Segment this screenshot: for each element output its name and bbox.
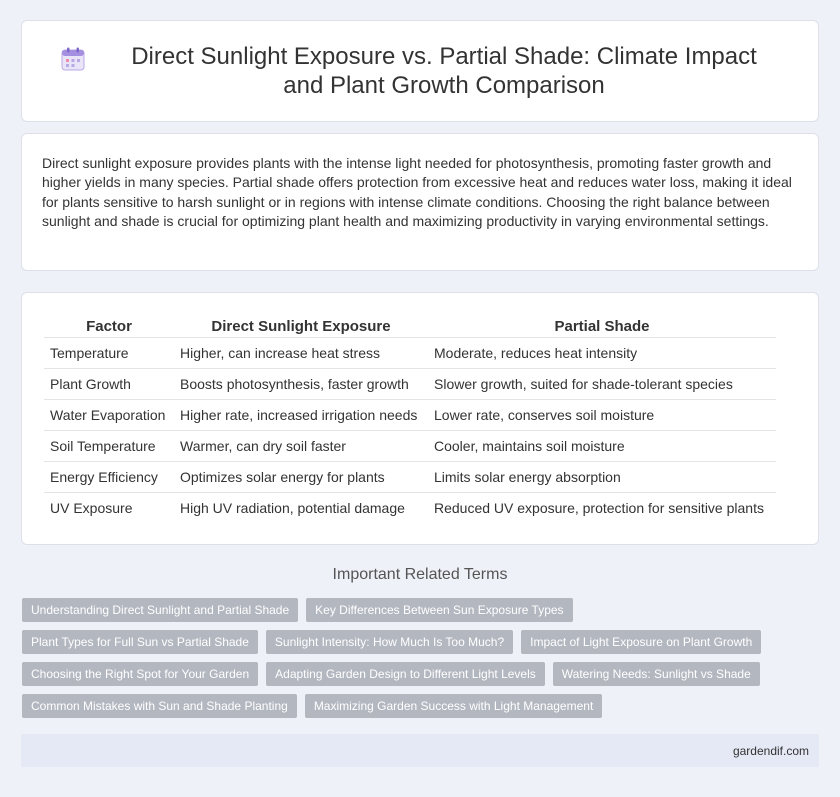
page-title: Direct Sunlight Exposure vs. Partial Shade: Climate Impact and Plant Growth Comparison [131,43,757,99]
table-cell: High UV radiation, potential damage [180,499,405,516]
table-cell: Lower rate, conserves soil moisture [428,399,776,430]
table-header-row [44,313,776,337]
related-term-tag[interactable]: Choosing the Right Spot for Your Garden [22,662,258,686]
intro-text: Direct sunlight exposure provides plants with the intense light needed for photosynthesis, promoting faster growth and higher yields in many species. Partial shade offers protection from excessive heat and reduces water loss, making it ideal for plants sensitive to harsh sunlight or in regions with intense climate conditions. Choosing the right balance between sunlight and shade is crucial for optimizing plant health and maximizing productivity in varying environmental settings. [42,155,792,230]
title-wrap [60,42,780,100]
related-term-tag[interactable]: Common Mistakes with Sun and Shade Planting [22,694,297,718]
table-cell: Higher, can increase heat stress [174,337,428,368]
table-cell: Temperature [44,337,174,368]
table-cell: Higher rate, increased irrigation needs [174,399,428,430]
table-cell: Plant Growth [44,368,174,399]
related-term-tag[interactable]: Key Differences Between Sun Exposure Types [306,598,572,622]
related-term-tag[interactable]: Understanding Direct Sunlight and Partial Shade [22,598,298,622]
table-cell: Cooler, maintains soil moisture [428,430,776,461]
table-row [44,492,776,523]
comparison-table [44,313,776,523]
table-cell: Warmer, can dry soil faster [174,430,428,461]
table-cell: Optimizes solar energy for plants [174,461,428,492]
table-cell: Reduced UV exposure, protection for sensitive plants [434,499,764,516]
table-row [44,399,776,430]
related-term-tag[interactable]: Plant Types for Full Sun vs Partial Shade [22,630,258,654]
header-direct-sunlight: Direct Sunlight Exposure [174,313,428,337]
table-cell: Soil Temperature [44,430,174,461]
table-cell: Boosts photosynthesis, faster growth [174,368,428,399]
footer [21,734,819,767]
related-term-tag[interactable]: Maximizing Garden Success with Light Management [305,694,602,718]
table-row [44,430,776,461]
table-row [44,368,776,399]
table-cell: UV Exposure [50,499,133,516]
title-card [21,20,819,122]
related-term-tag[interactable]: Sunlight Intensity: How Much Is Too Much? [266,630,513,654]
intro-card [21,133,819,271]
related-term-tag[interactable]: Impact of Light Exposure on Plant Growth [521,630,761,654]
table-row [44,461,776,492]
footer-site-link[interactable]: gardendif.com [732,743,809,758]
table-cell: Water Evaporation [44,399,174,430]
table-cell: Slower growth, suited for shade-tolerant species [428,368,776,399]
calendar-icon [60,46,86,72]
related-term-tag[interactable]: Adapting Garden Design to Different Light Levels [266,662,545,686]
header-factor: Factor [44,313,174,337]
table-cell: Energy Efficiency [44,461,174,492]
table-row [44,337,776,368]
related-term-tag[interactable]: Watering Needs: Sunlight vs Shade [553,662,760,686]
table-cell: Moderate, reduces heat intensity [428,337,776,368]
related-terms-title: Important Related Terms [332,566,508,583]
related-terms-list [22,598,822,726]
header-partial-shade: Partial Shade [428,313,776,337]
table-cell: Limits solar energy absorption [428,461,776,492]
comparison-card [21,292,819,545]
